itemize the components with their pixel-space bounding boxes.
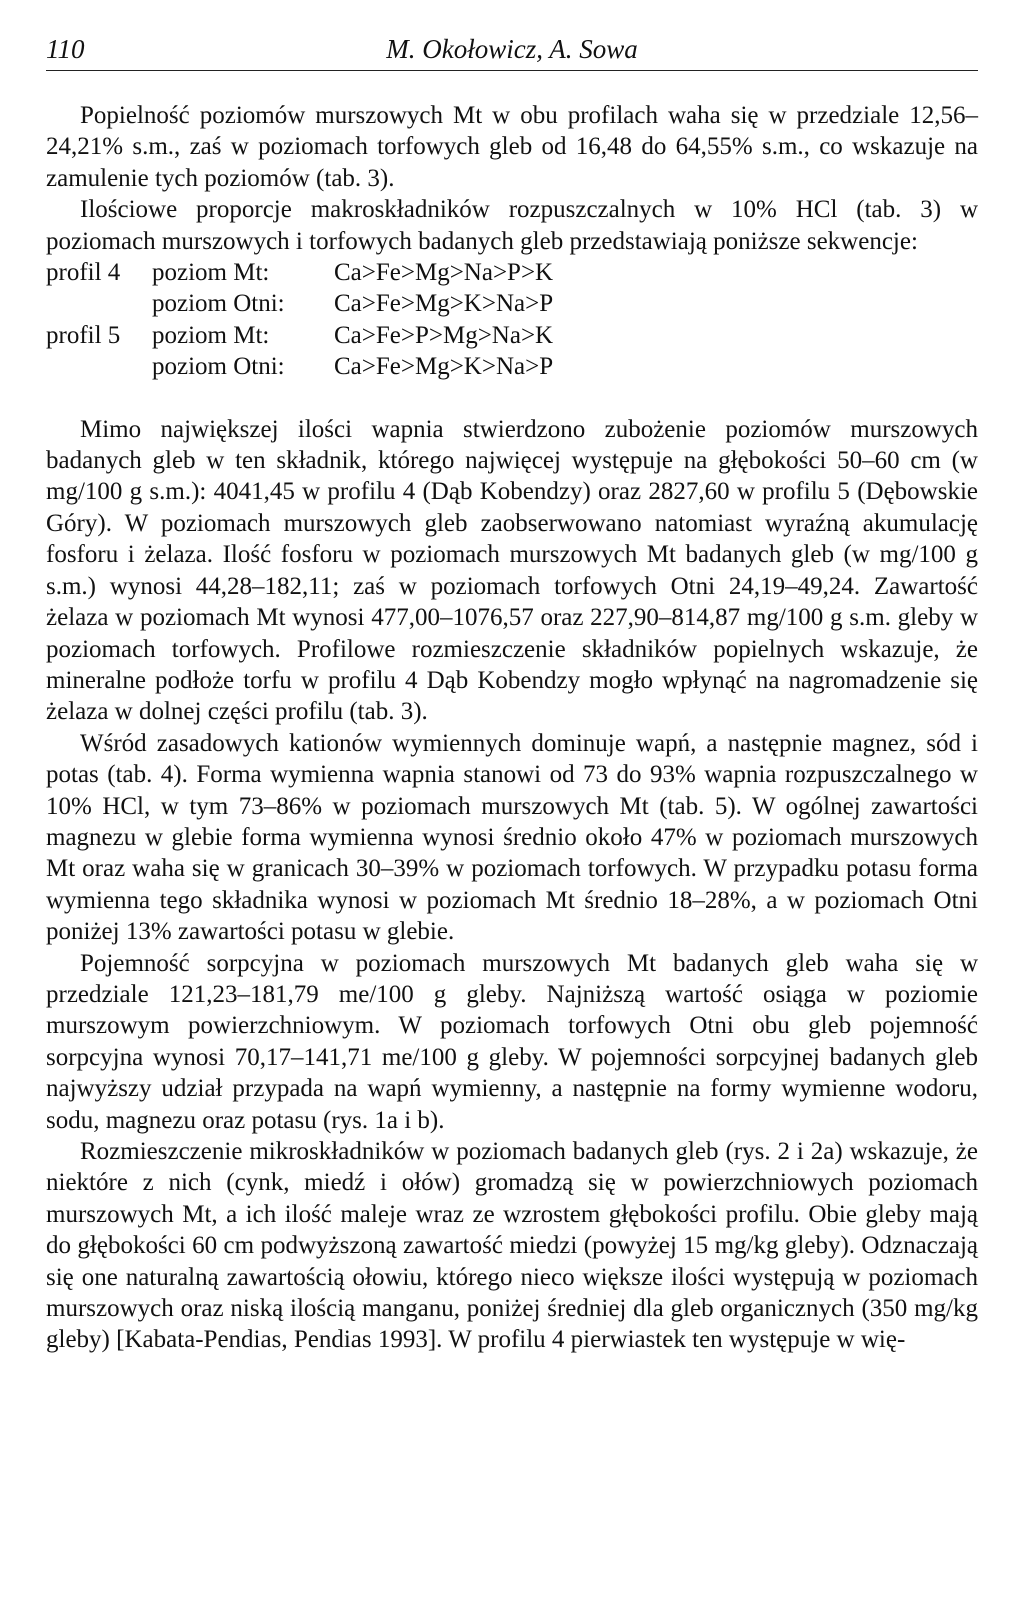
element-sequence: Ca>Fe>Mg>K>Na>P	[334, 290, 554, 318]
sequence-row	[46, 351, 553, 382]
paragraph-microelements: Rozmieszczenie mikroskładników w poziomach badanych gleb (rys. 2 i 2a) wskazuje, że niektóre z nich (cynk, miedź i ołów) gromadzą się w powierzchniowych poziomach murszowych Mt, a ich ilość maleje wraz ze wzrostem głębokości profilu. Obie gleby mają do głębokości 60 cm podwyższoną zawartość miedzi (powyżej 15 mg/kg gleby). Odznaczają się one naturalną zawartością ołowiu, którego nieco większe ilości występują w poziomach murszowych oraz niską ilością manganu, poniżej średniej dla gleb organicznych (350 mg/kg gleby) [Kabata-Pendias, Pendias 1993]. W profilu 4 pierwiastek ten występuje w wię-	[46, 1138, 978, 1354]
profile-label: profil 4	[46, 259, 121, 287]
page-header	[46, 30, 978, 71]
running-head: M. Okołowicz, A. Sowa	[386, 34, 638, 64]
paragraph-ash-content: Popielność poziomów murszowych Mt w obu profilach waha się w przedziale 12,56–24,21% s.m., zaś w poziomach torfowych gleb od 16,48 do 64,55% s.m., co wskazuje na zamulenie tych poziomów (tab. 3).	[46, 102, 978, 192]
page-number: 110	[46, 34, 85, 64]
profile-label: profil 5	[46, 321, 121, 349]
profile-label	[46, 288, 152, 319]
paragraph-calcium-phosphorus-iron: Mimo największej ilości wapnia stwierdzono zubożenie poziomów murszowych badanych gleb w ten składnik, którego najwięcej występuje na głębokości 50–60 cm (w mg/100 g s.m.): 4041,45 w profilu 4 (Dąb Kobendzy) oraz 2827,60 w profilu 5 (Dębowskie Góry). W poziomach murszowych gleb zaobserwowano natomiast wyraźną akumulację fosforu i żelaza. Ilość fosforu w poziomach murszowych Mt badanych gleb (w mg/100 g s.m.) wynosi 44,28–182,11; zaś w poziomach torfowych Otni 24,19–49,24. Zawartość żelaza w poziomach Mt wynosi 477,00–1076,57 oraz 227,90–814,87 mg/100 g s.m. gleby w poziomach torfowych. Profilowe rozmieszczenie składników popielnych wskazuje, że mineralne podłoże torfu w profilu 4 Dąb Kobendzy mogło wpłynąć na nagromadzenie się żelaza w dolnej części profilu (tab. 3).	[46, 415, 978, 726]
horizon-label: poziom Mt:	[152, 259, 270, 287]
paragraph-sorption-capacity: Pojemność sorpcyjna w poziomach murszowych Mt badanych gleb waha się w przedziale 121,23–181,79 me/100 g gleby. Najniższą wartość osiąga w poziomie murszowym powierzchniowym. W poziomach torfowych Otni obu gleb pojemność sorpcyjna wynosi 70,17–141,71 me/100 g gleby. W pojemności sorpcyjnej badanych gleb najwyższy udział przypada na wapń wymienny, a następnie na formy wymienne wodoru, sodu, magnezu oraz potasu (rys. 1a i b).	[46, 949, 978, 1134]
paragraph-macro-proportions: Ilościowe proporcje makroskładników rozpuszczalnych w 10% HCl (tab. 3) w poziomach murszowych i torfowych badanych gleb przedstawiają poniższe sekwencje:	[46, 196, 978, 255]
element-sequence: Ca>Fe>Mg>Na>P>K	[334, 259, 554, 287]
horizon-label: poziom Otni:	[152, 290, 285, 318]
sequence-row	[46, 288, 553, 319]
sequence-row	[46, 257, 553, 288]
sequence-row	[46, 320, 553, 351]
horizon-label: poziom Otni:	[152, 353, 285, 381]
horizon-label: poziom Mt:	[152, 321, 270, 349]
profile-label	[46, 351, 152, 382]
element-sequence: Ca>Fe>P>Mg>Na>K	[334, 321, 554, 349]
spacer	[46, 383, 978, 414]
element-sequence: Ca>Fe>Mg>K>Na>P	[334, 353, 554, 381]
sequence-table	[46, 257, 553, 383]
paragraph-exchangeable-cations: Wśród zasadowych kationów wymiennych dominuje wapń, a następnie magnez, sód i potas (tab. 4). Forma wymienna wapnia stanowi od 73 do 93% wapnia rozpuszczalnego w 10% HCl, w tym 73–86% w poziomach murszowych Mt (tab. 5). W ogólnej zawartości magnezu w glebie forma wymienna wynosi średnio około 47% w poziomach murszowych Mt oraz waha się w granicach 30–39% w poziomach torfowych. W przypadku potasu forma wymienna tego składnika wynosi w poziomach Mt średnio 18–28%, a w poziomach Otni poniżej 13% zawartości potasu w glebie.	[46, 729, 978, 946]
body-text	[46, 100, 978, 1356]
